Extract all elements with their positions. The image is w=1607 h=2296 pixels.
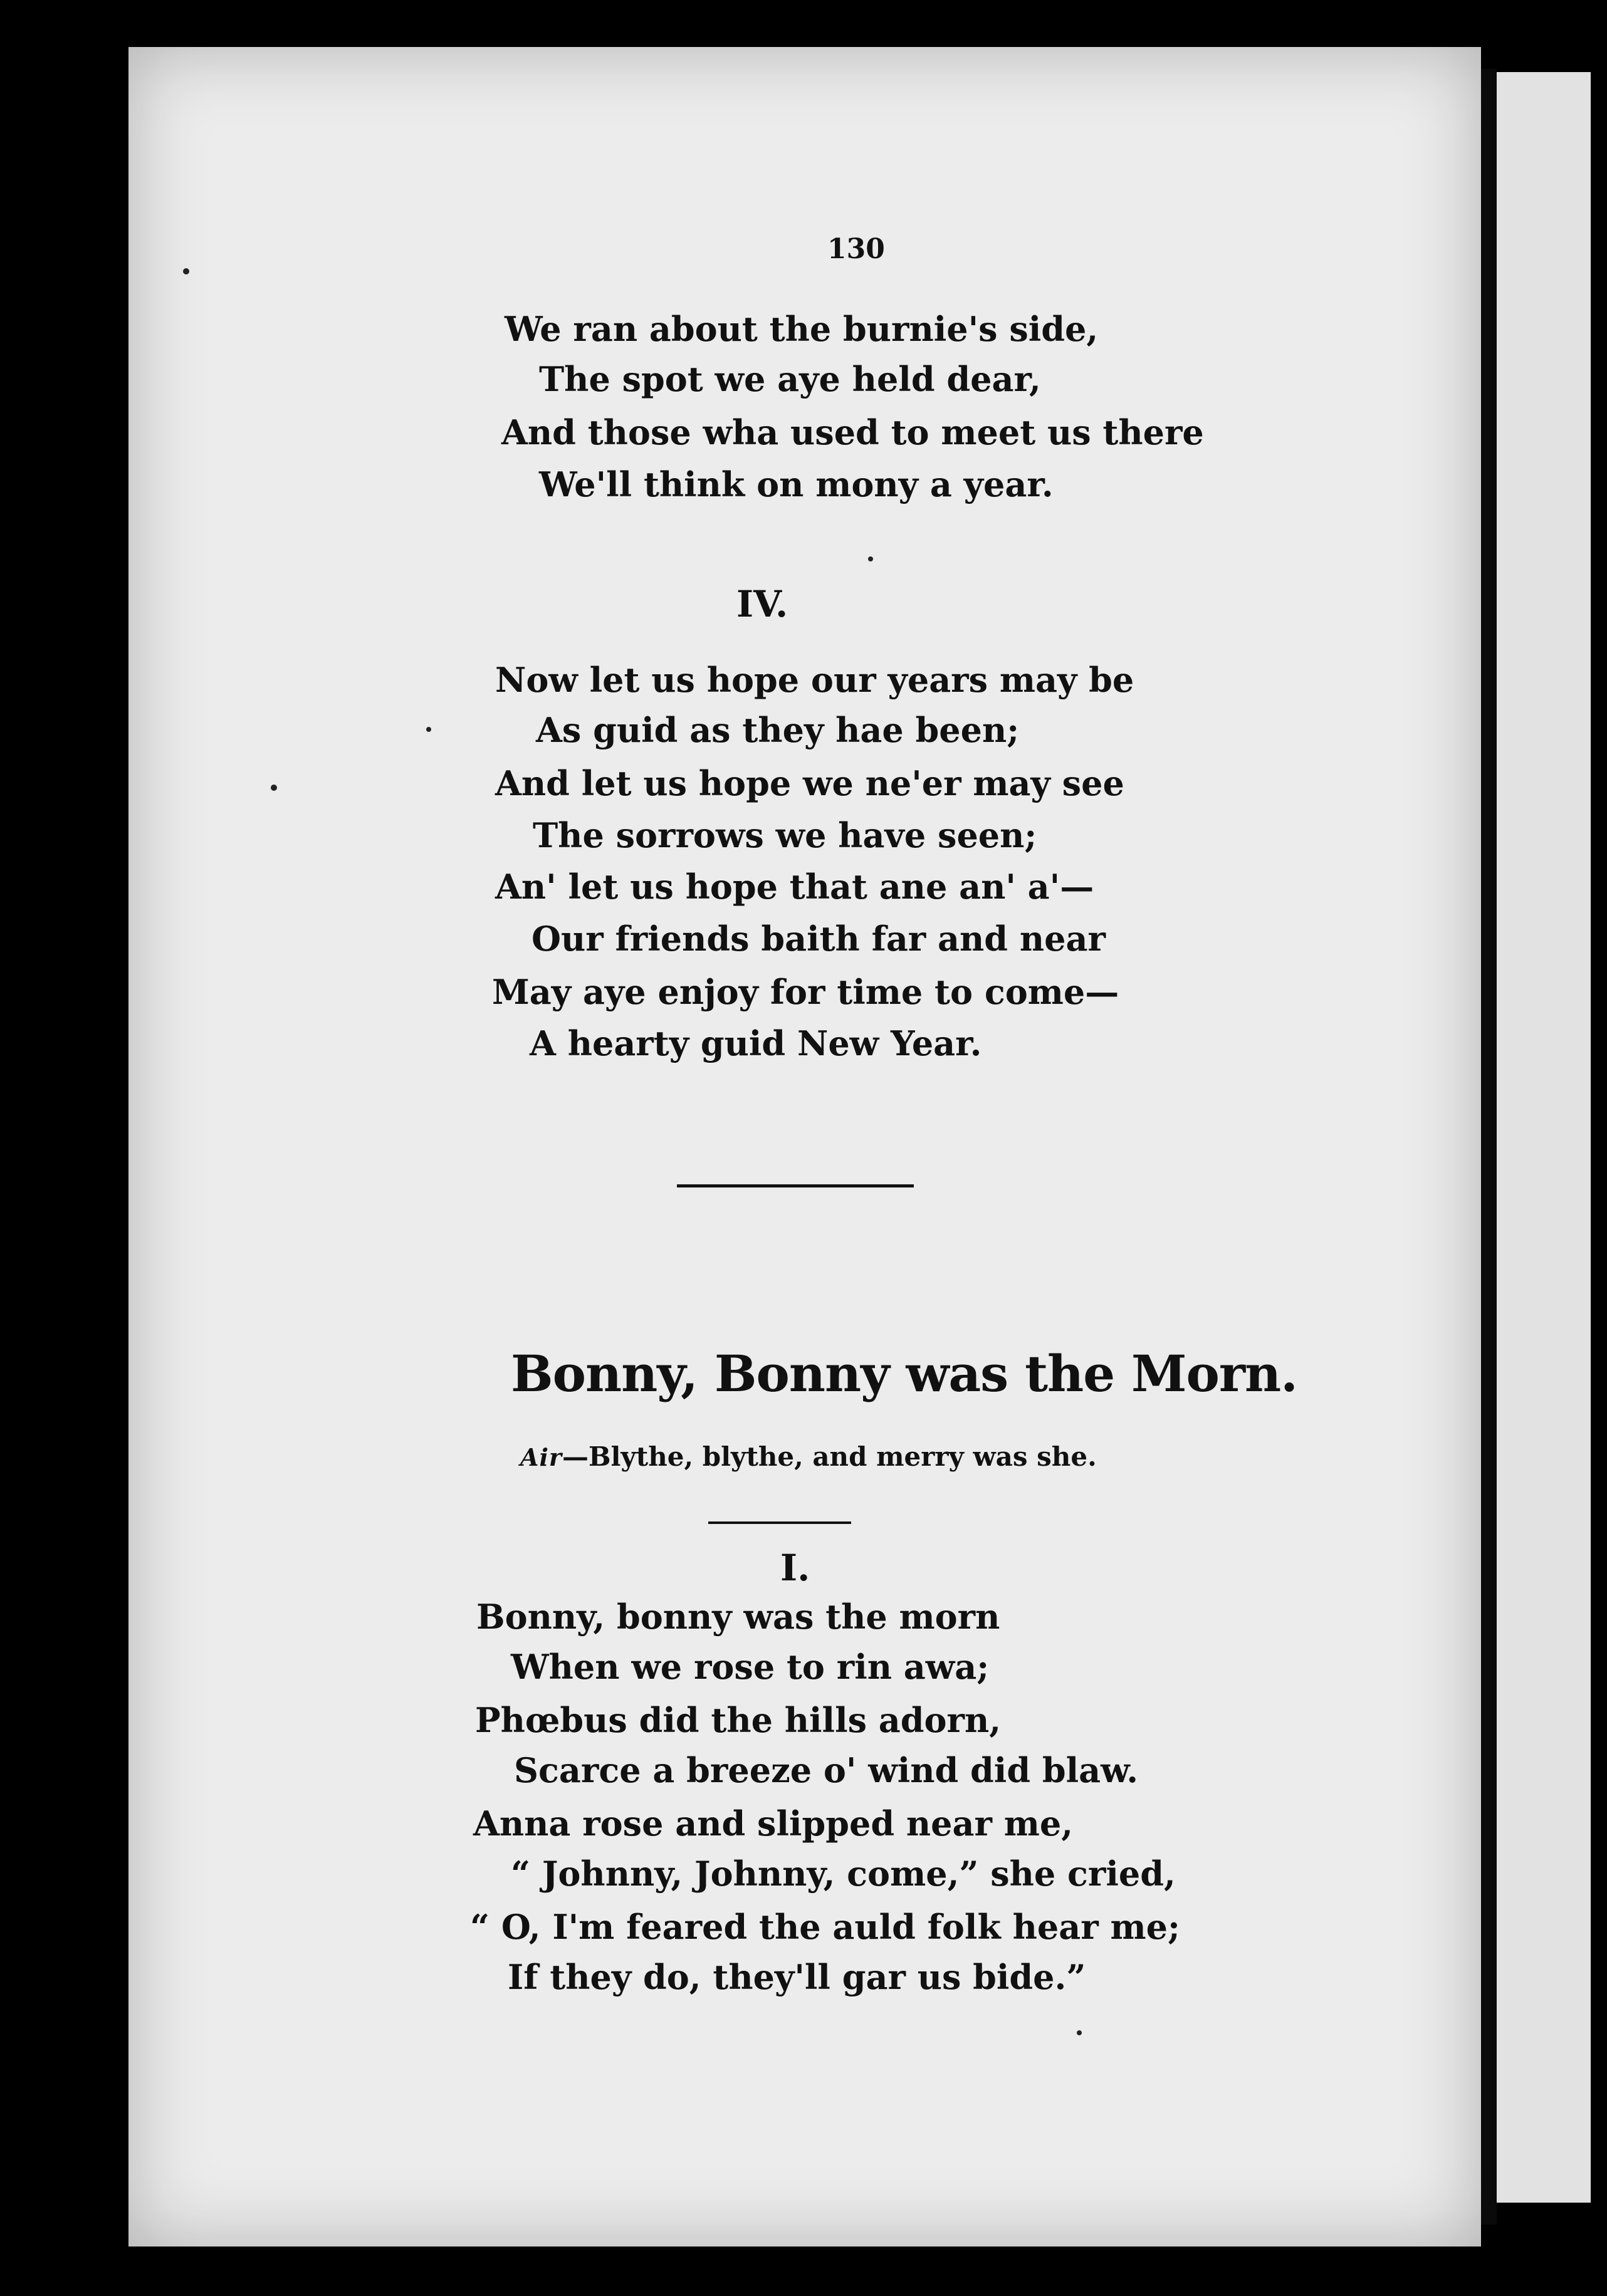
verse-line: Now let us hope our years may be (495, 660, 1134, 700)
verse-line: Anna rose and slipped near me, (473, 1803, 1074, 1844)
facing-page-edge (1497, 72, 1591, 2203)
verse-line: As guid as they hae been; (536, 710, 1020, 750)
verse-line: May aye enjoy for time to come— (492, 972, 1119, 1012)
verse-line: The spot we aye held dear, (539, 359, 1041, 399)
scan-speck (426, 727, 431, 732)
verse-line: Our friends baith far and near (531, 919, 1106, 959)
scan-speck (183, 268, 189, 274)
verse-line: The sorrows we have seen; (533, 815, 1037, 855)
verse-line: And let us hope we ne'er may see (495, 763, 1124, 803)
verse-line: An' let us hope that ane an' a'— (495, 867, 1094, 907)
verse-line: We ran about the burnie's side, (505, 309, 1099, 349)
stanza-heading: I. (780, 1547, 810, 1589)
verse-line: A hearty guid New Year. (530, 1023, 982, 1063)
verse-line: “ Johnny, Johnny, come,” she cried, (511, 1854, 1176, 1894)
air-line (520, 1441, 1097, 1472)
scan-speck (868, 556, 873, 561)
song-title: Bonny, Bonny was the Morn. (511, 1344, 1298, 1403)
air-label: Air (520, 1443, 562, 1471)
verse-line: We'll think on mony a year. (539, 464, 1054, 504)
scan-speck (1077, 2030, 1082, 2035)
stanza-heading: IV. (736, 583, 788, 625)
page-gutter (1481, 69, 1497, 2225)
verse-line: And those wha used to meet us there (501, 412, 1204, 452)
scan-speck (271, 785, 277, 791)
verse-line: When we rose to rin awa; (511, 1647, 990, 1687)
verse-line: “ O, I'm feared the auld folk hear me; (470, 1907, 1180, 1947)
page-number: 130 (827, 233, 885, 265)
section-divider-rule (677, 1184, 914, 1187)
air-tune: —Blythe, blythe, and merry was she. (562, 1441, 1097, 1472)
verse-line: If they do, they'll gar us bide.” (508, 1957, 1086, 1997)
verse-line: Scarce a breeze o' wind did blaw. (514, 1750, 1138, 1790)
verse-line: Phœbus did the hills adorn, (475, 1700, 1002, 1740)
title-underline-rule (708, 1521, 851, 1524)
verse-line: Bonny, bonny was the morn (476, 1597, 1000, 1637)
